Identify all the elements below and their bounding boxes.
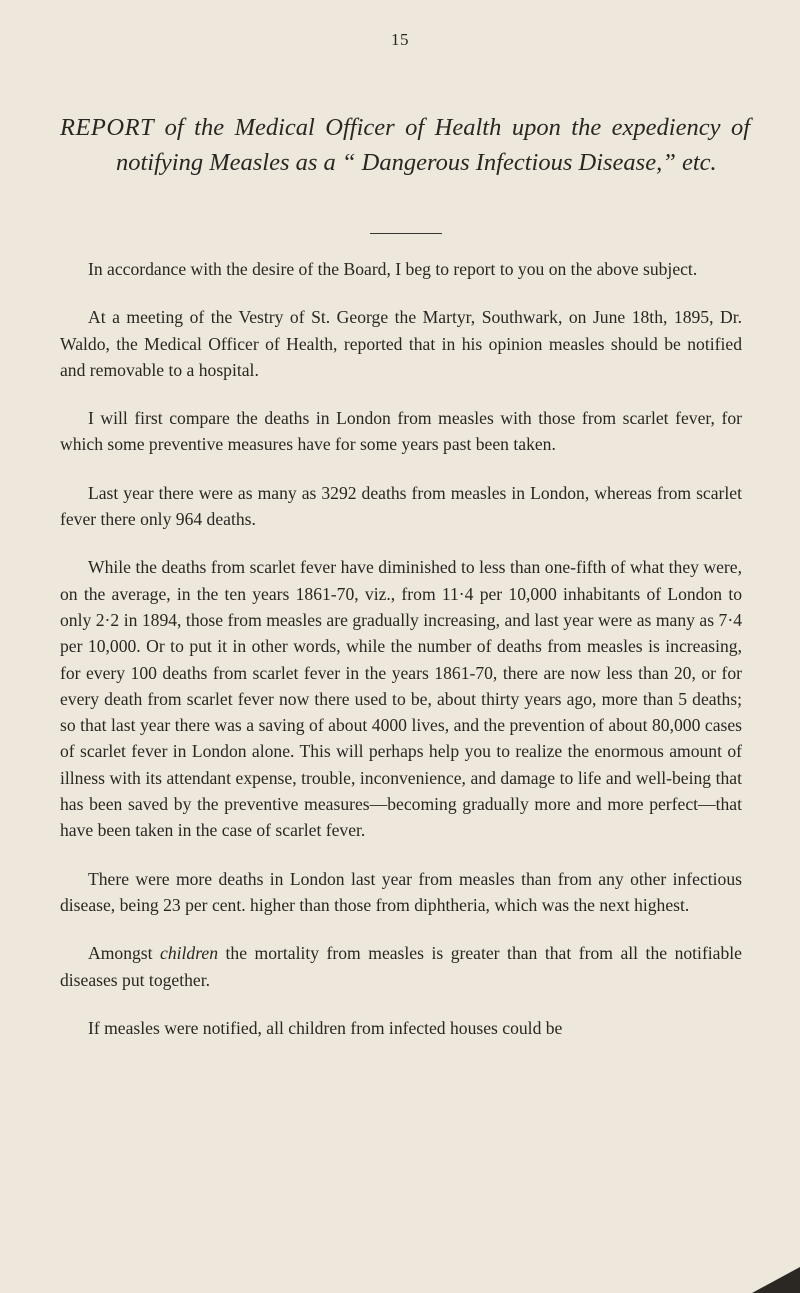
page-number: 15 bbox=[391, 30, 409, 49]
report-title-text bbox=[60, 110, 750, 180]
paragraph-comparison: I will first compare the deaths in London from measles with those from scarlet fever, for which some preventive measures have for some years past been taken. bbox=[60, 408, 742, 455]
paragraph-diphtheria: There were more deaths in London last year from measles than from any other infectious disease, being 23 per cent. higher than those from diphtheria, which was the next highest. bbox=[60, 868, 742, 915]
paragraph-death-counts: Last year there were as many as 3292 deaths from measles in London, whereas from scarlet fever there only 964 deaths. bbox=[60, 482, 742, 530]
report-title-lead: REPORT bbox=[60, 114, 155, 141]
paragraph-vestry-meeting: At a meeting of the Vestry of St. George the Martyr, Southwark, on June 18th, 1895, Dr. Waldo, the Medical Officer of Health, reported that in his opinion measles should be notified and removable to a hospital. bbox=[60, 307, 742, 380]
scan-corner-mark bbox=[752, 1267, 800, 1293]
report-title-rest: of the Medical Officer of Health upon the expediency of notifying Measles as a “ Dangerous Infectious Disease,” etc. bbox=[116, 114, 751, 176]
paragraph-intro: In accordance with the desire of the Board, I beg to report to you on the above subject. bbox=[88, 259, 698, 279]
paragraph-notification: If measles were notified, all children from infected houses could be bbox=[88, 1017, 563, 1038]
paragraph-children-before: Amongst bbox=[88, 943, 161, 964]
report-title bbox=[60, 110, 750, 180]
report-body bbox=[60, 256, 742, 1041]
paragraph-children-after: the mortality from measles is greater than that from all the notifiable diseases put together. bbox=[60, 943, 742, 990]
paragraph-scarlet-fever-trend: While the deaths from scarlet fever have diminished to less than one-fifth of what they were, on the average, in the ten years 1861-70, viz., from 11·4 per 10,000 inhabitants of London to only 2·2 in 1894, those from measles are gradually increasing, and last year were as many as 7·4 per 10,000. Or to put it in other words, while the number of deaths from measles is increasing, for every 100 deaths from scarlet fever in the years 1861-70, there are now less than 20, or for every death from scarlet fever now there used to be, about thirty years ago, more than 5 deaths; so that last year there was a saving of about 4000 lives, and the prevention of about 80,000 cases of scarlet fever in London alone. This will perhaps help you to realize the enormous amount of illness with its attendant expense, trouble, inconvenience, and damage to life and well-being that has been saved by the preventive measures—becoming gradually more and more perfect—that have been taken in the case of scarlet fever. bbox=[60, 557, 742, 841]
section-divider bbox=[370, 233, 442, 234]
paragraph-children bbox=[60, 940, 742, 993]
paragraph-children-emphasis: children bbox=[160, 943, 219, 964]
